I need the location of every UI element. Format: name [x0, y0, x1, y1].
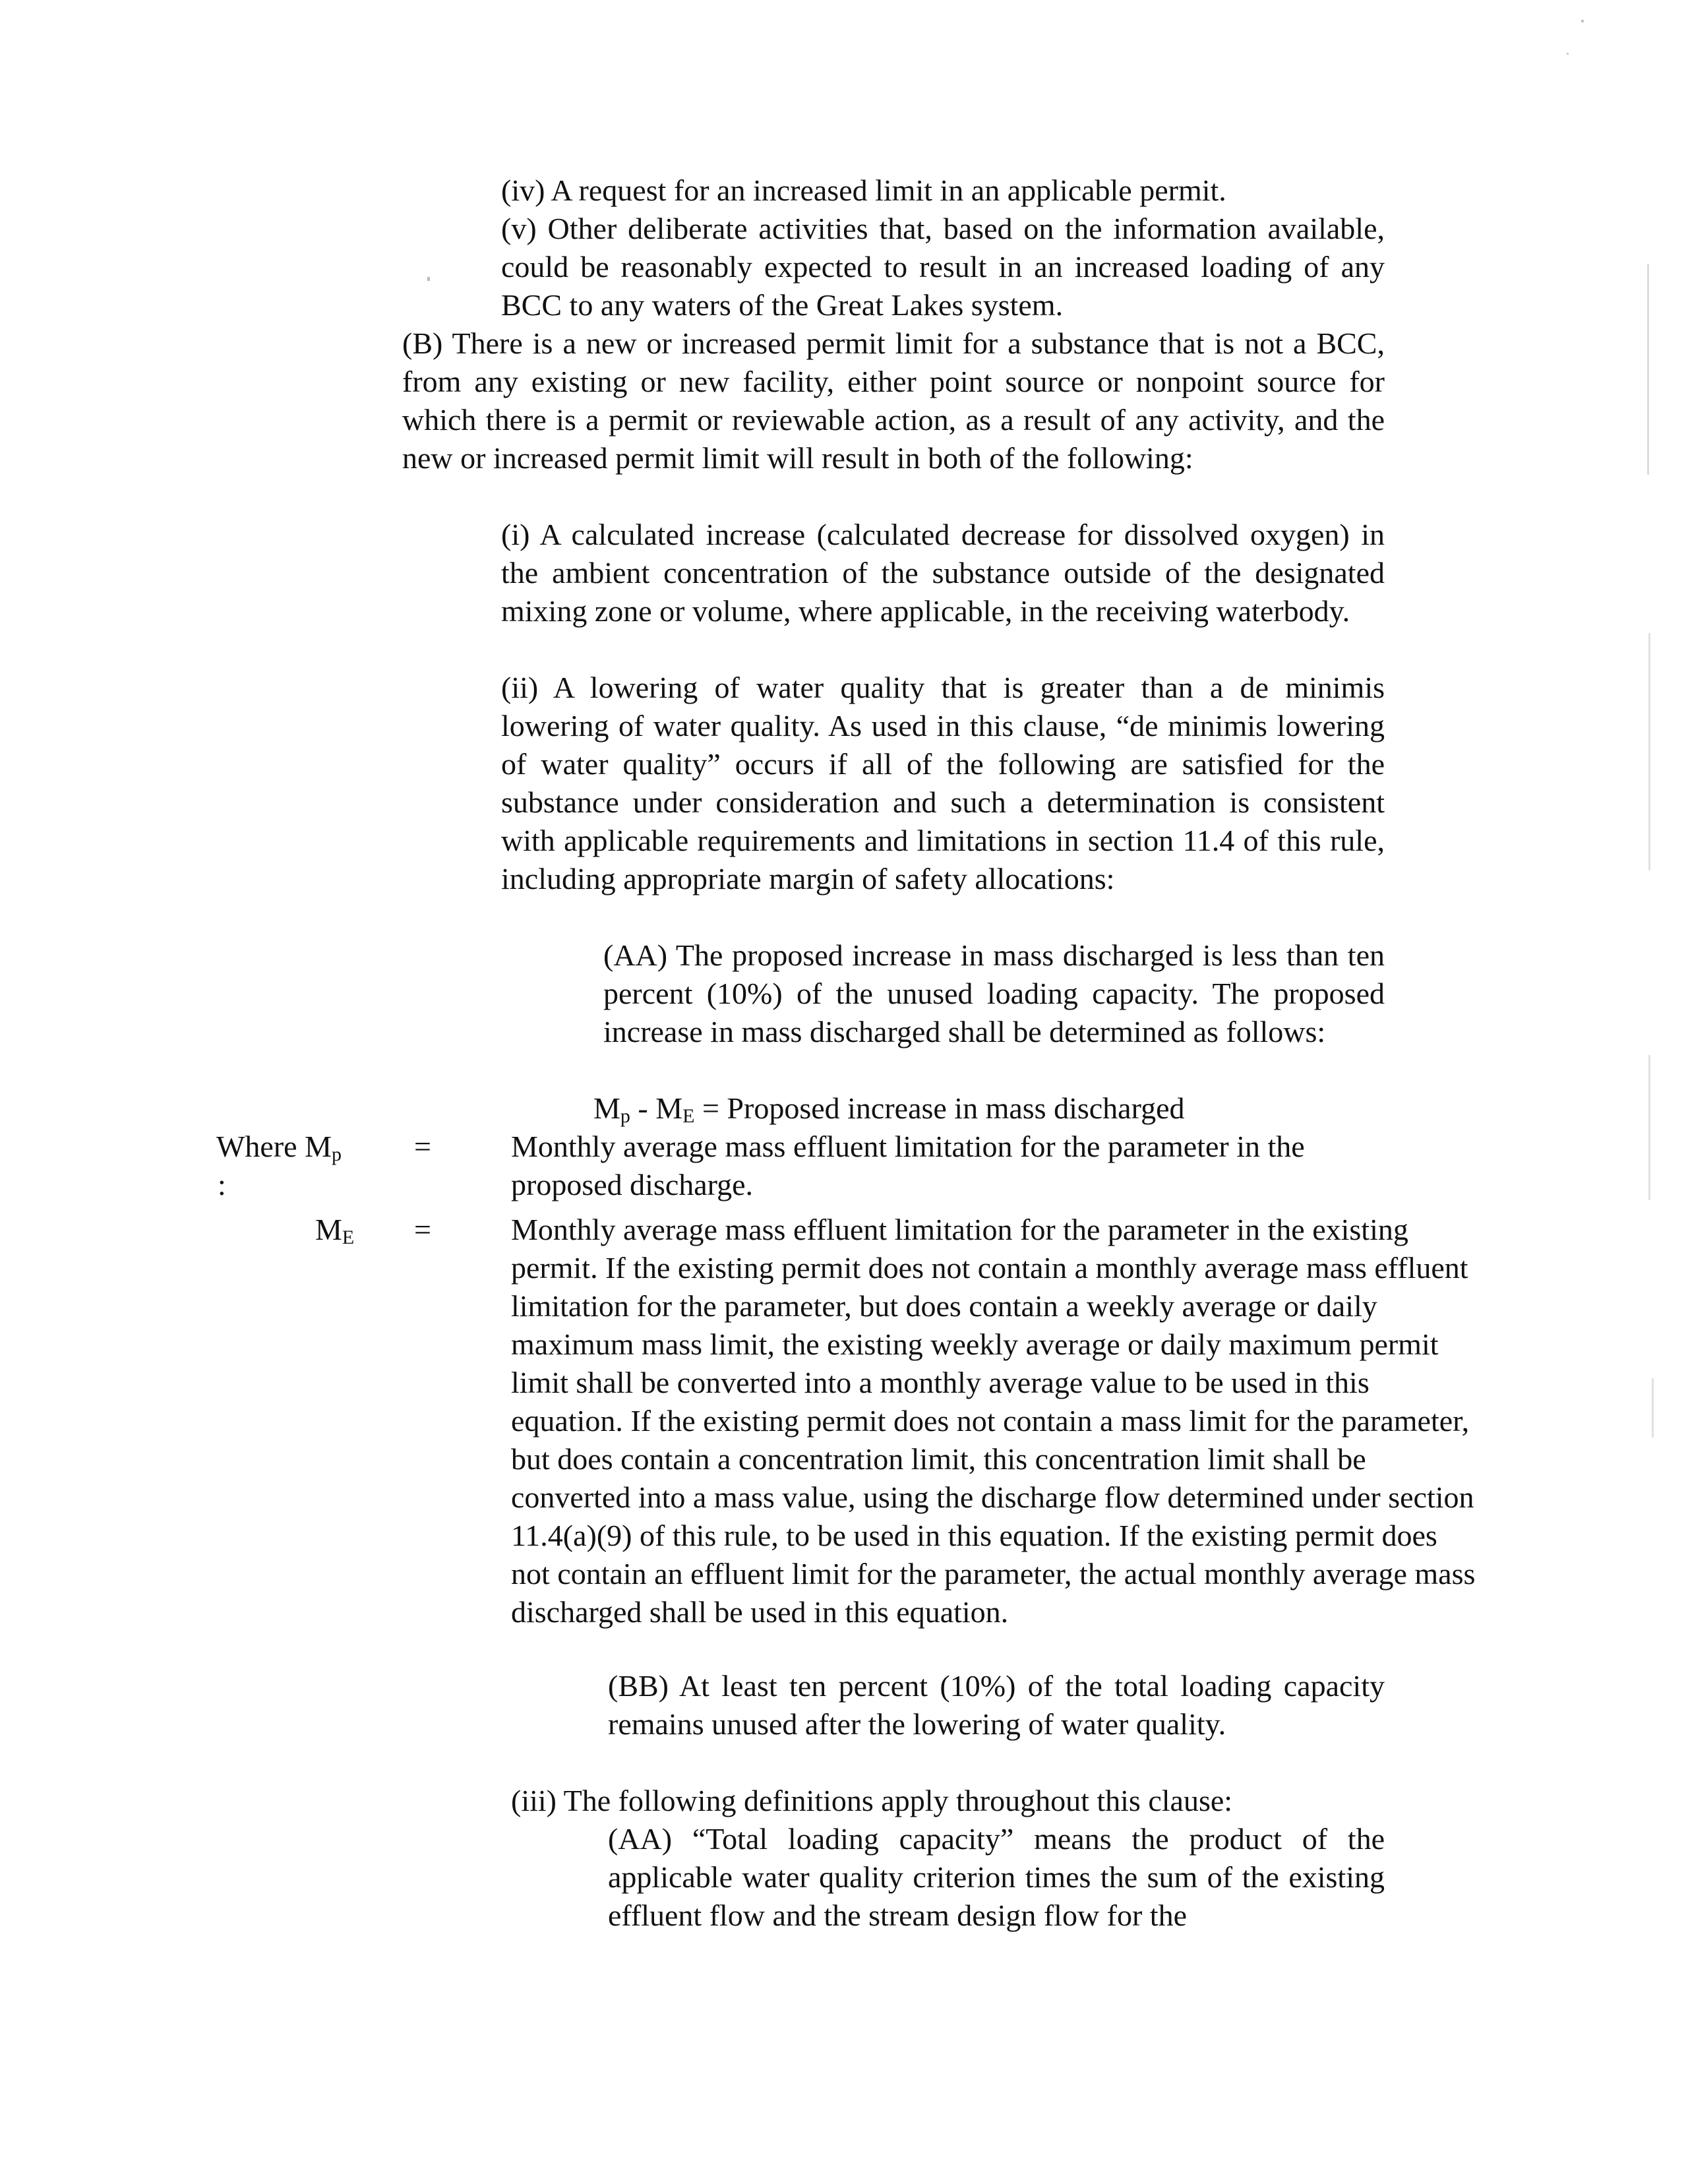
scan-artifact [1652, 1378, 1654, 1438]
scan-artifact [1648, 633, 1650, 870]
paragraph-B-i: (i) A calculated increase (calculated decrease for dissolved oxygen) in the ambient concentration of the substance outside of the designated mixing zone or volume, where applicable, in the receiving waterbody. [501, 518, 1385, 628]
me-label: $M_E$ [315, 1213, 355, 1248]
me-definition: Monthly average mass effluent limitation for the parameter in the existing permit. If the existing permit does not contain a monthly average mass effluent limitation for the parameter, but does contain a weekly average or daily maximum mass limit, the existing weekly average or daily maximum permit limit shall be converted into a monthly average value to be used in this equation. If the existing permit does not contain a mass limit for the parameter, but does contain a concentration limit, this concentration limit shall be converted into a mass value, using the discharge flow determined under section 11.4(a)(9) of this rule, to be used in this equation. If the existing permit does not contain an effluent limit for the parameter, the actual monthly average mass discharged shall be used in this equation. [511, 1213, 1476, 1629]
paragraph-B-ii: (ii) A lowering of water quality that is greater than a de minimis lowering of water quality. As used in this clause, “de minimis lowering of water quality” occurs if all of the following are satisfied for the substance under consideration and such a determination is consistent with applicable requirements and limitations in section 11.4 of this rule, including appropriate margin of safety allocations: [501, 671, 1385, 895]
scan-artifact [427, 277, 430, 281]
paragraph-BB: (BB) At least ten percent (10%) of the total loading capacity remains unused after the lowering of water quality. [608, 1669, 1385, 1741]
mp-colon: : [218, 1168, 226, 1201]
mp-label: Where $M_p$ [216, 1130, 342, 1165]
paragraph-B: (B) There is a new or increased permit limit for a substance that is not a BCC, from any existing or new facility, either point source or nonpoint source for which there is a permit or reviewable action, as a result of any activity, and the new or increased permit limit will result in both of the following: [402, 326, 1385, 475]
scan-artifact [1647, 264, 1649, 475]
paragraph-v: (v) Other deliberate activities that, based on the information available, could be reasonably expected to result in an increased loading of any BCC to any waters of the Great Lakes system. [501, 212, 1385, 322]
scan-artifact [1581, 20, 1584, 22]
mass-equation: $M_p - M_E$ = Proposed increase in mass discharged [593, 1091, 1185, 1127]
scan-artifact [1567, 53, 1569, 55]
paragraph-iii-AA: (AA) “Total loading capacity” means the product of the applicable water quality criterion times the sum of the existing effluent flow and the stream design flow for the [608, 1822, 1385, 1932]
paragraph-iii: (iii) The following definitions apply throughout this clause: [511, 1784, 1233, 1817]
me-symbol: $M_E$ [655, 1091, 695, 1127]
scan-artifact [1648, 1055, 1650, 1200]
paragraph-iv: (iv) A request for an increased limit in an applicable permit. [501, 173, 1226, 207]
mp-equals-sign: = [414, 1130, 431, 1163]
mp-symbol: $M_p$ [593, 1091, 630, 1127]
paragraph-AA: (AA) The proposed increase in mass discharged is less than ten percent (10%) of the unused loading capacity. The proposed increase in mass discharged shall be determined as follows: [603, 938, 1385, 1048]
me-equals-sign: = [414, 1213, 431, 1246]
mp-definition: Monthly average mass effluent limitation for the parameter in the proposed discharge. [511, 1130, 1305, 1201]
